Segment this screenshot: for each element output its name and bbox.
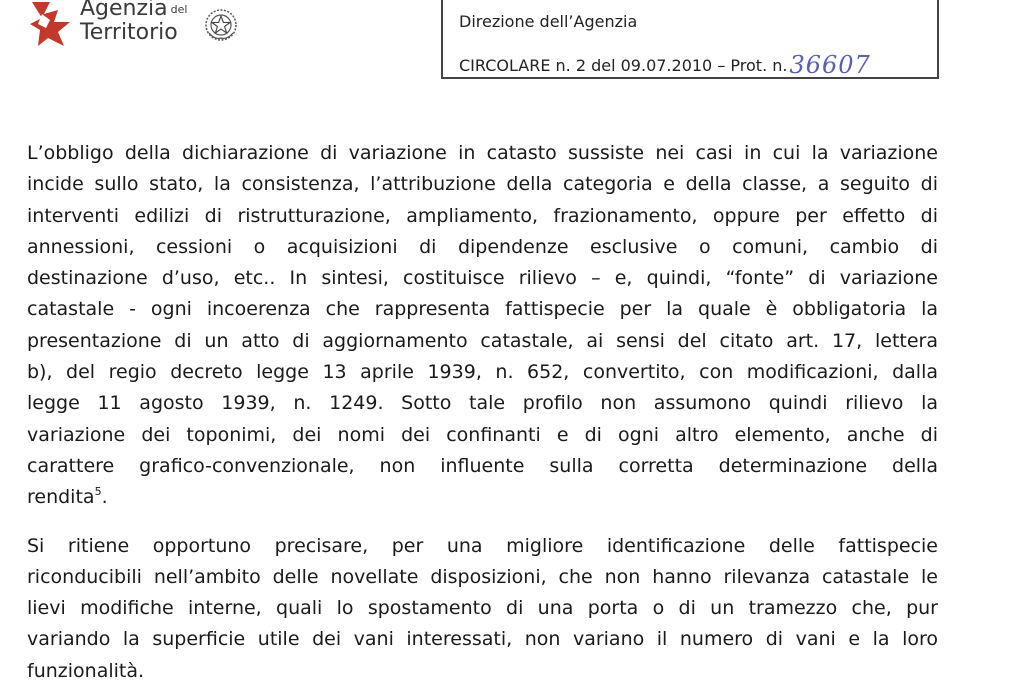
agency-logo xyxy=(28,0,258,50)
italian-republic-emblem-icon xyxy=(203,7,239,43)
text-line: variazione dei toponimi, dei nomi dei confinanti e di ogni altro elemento, anche di xyxy=(27,423,938,446)
text-line: carattere grafico-convenzionale, non influente sulla corretta determinazione della xyxy=(27,454,938,477)
document-reference-box xyxy=(441,0,939,79)
logo-line1 xyxy=(80,0,187,21)
text-line: variando la superficie utile dei vani interessati, non variano il numero di vani e la loro xyxy=(27,628,938,651)
text-line: interventi edilizi di ristrutturazione, ampliamento, frazionamento, oppure per effetto di xyxy=(27,204,938,227)
paragraph-2 xyxy=(27,531,938,687)
text-line: riconducibili nell’ambito delle novellate disposizioni, che non hanno rilevanza catastale le xyxy=(27,565,938,588)
circular-prefix: CIRCOLARE n. 2 del 09.07.2010 – Prot. n. xyxy=(459,56,788,75)
circular-reference xyxy=(459,51,871,79)
text-line: incide sullo stato, la consistenza, l’attribuzione della categoria e della classe, a seguito di xyxy=(27,173,938,196)
text-line: presentazione di un atto di aggiornamento catastale, ai sensi del citato art. 17, lettera xyxy=(27,329,938,352)
document-body xyxy=(27,138,938,687)
text-line-last: funzionalità. xyxy=(27,659,145,682)
issuing-office: Direzione dell’Agenzia xyxy=(459,12,638,31)
text-line: destinazione d’uso, etc.. In sintesi, costituisce rilievo – e, quindi, “fonte” di variazione xyxy=(27,267,938,290)
text-line: legge 11 agosto 1939, n. 1249. Sotto tale profilo non assumono quindi rilievo la xyxy=(27,392,938,415)
footnote-reference[interactable]: 5 xyxy=(94,485,102,499)
text-line: annessioni, cessioni o acquisizioni di dipendenze esclusive o comuni, cambio di xyxy=(27,235,938,258)
agency-logo-mark-icon xyxy=(28,0,74,48)
text-line: L’obbligo della dichiarazione di variazione in catasto sussiste nei casi in cui la variazione xyxy=(27,142,938,164)
last-line-text: rendita xyxy=(27,486,95,509)
last-line-end: . xyxy=(101,486,108,509)
handwritten-protocol-number: 36607 xyxy=(789,51,871,79)
text-line: lievi modifiche interne, quali lo spostamento di una porta o di un tramezzo che, pur xyxy=(27,597,938,620)
text-line: b), del regio decreto legge 13 aprile 1939, n. 652, convertito, con modificazioni, dalla xyxy=(27,361,938,384)
logo-agenzia: Agenzia xyxy=(80,0,168,21)
text-line: Si ritiene opportuno precisare, per una migliore identificazione delle fattispecie xyxy=(27,534,938,557)
agency-logo-text xyxy=(80,0,187,44)
text-line-last xyxy=(27,482,938,513)
logo-line2: Territorio xyxy=(80,20,178,45)
logo-del: del xyxy=(170,3,188,16)
paragraph-1 xyxy=(27,138,938,514)
text-line: catastale - ogni incoerenza che rappresenta fattispecie per la quale è obbligatoria la xyxy=(27,298,938,321)
